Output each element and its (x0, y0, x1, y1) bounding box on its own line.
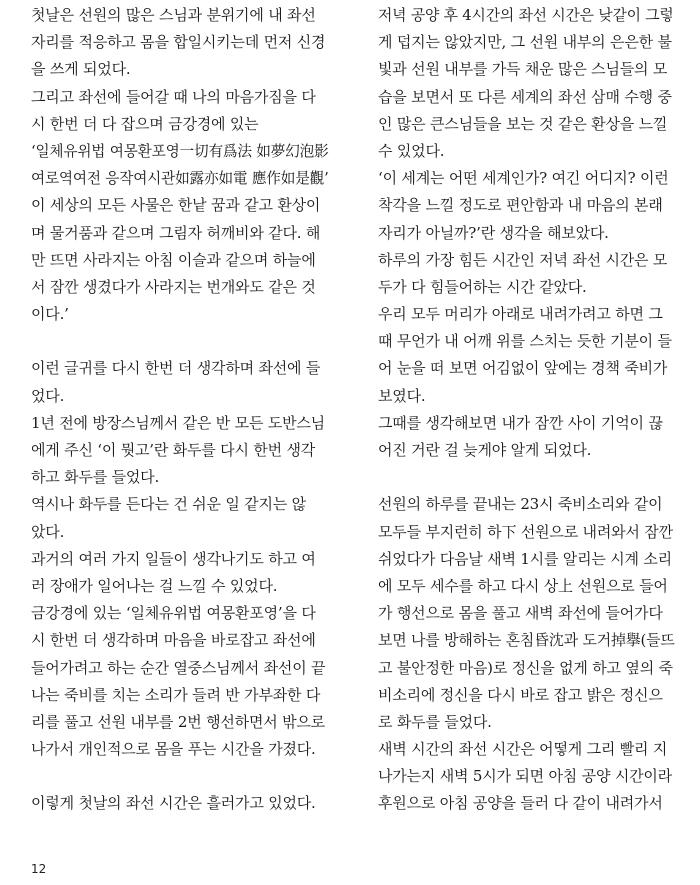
text-line: 비소리에 정신을 다시 바로 잡고 밝은 정신으 (378, 685, 663, 704)
text-line: 그리고 좌선에 들어갈 때 나의 마음가짐을 다 (31, 87, 316, 106)
text-line: 게 덥지는 않았지만, 그 선원 내부의 은은한 불 (378, 33, 672, 52)
text-line: 자리가 아닐까?’란 생각을 해보았다. (378, 223, 609, 242)
text-line: 을 쓰게 되었다. (31, 60, 131, 79)
text-line: 우리 모두 머리가 아래로 내려가려고 하면 그 (378, 305, 663, 324)
text-line: 았다. (31, 522, 65, 541)
text-line: 두가 다 힘들어하는 시간 같았다. (378, 277, 587, 296)
text-line: 시 한번 더 생각하며 마음을 바로잡고 좌선에 (31, 631, 316, 650)
text-line: 착각을 느낄 정도로 편안함과 내 마음의 본래 (378, 196, 663, 215)
text-line: 나가서 개인적으로 몸을 푸는 시간을 가졌다. (31, 740, 316, 759)
text-line: 선원의 하루를 끝내는 23시 죽비소리와 같이 (378, 495, 663, 514)
text-line: 때 무언가 내 어깨 위를 스치는 듯한 기분이 들 (378, 332, 672, 351)
text-line: 그때를 생각해보면 내가 잠깐 사이 기억이 끊 (378, 413, 663, 432)
text-line: 자리를 적응하고 몸을 합일시키는데 먼저 신경 (31, 33, 326, 52)
text-line: 이 세상의 모든 사물은 한낱 꿈과 같고 환상이 (31, 196, 321, 215)
text-line: 이다.’ (31, 305, 69, 324)
text-line: 며 물거품과 같으며 그림자 허깨비와 같다. 해 (31, 223, 321, 242)
text-line: 에게 주신 ‘이 뭣고’란 화두를 다시 한번 생각 (31, 441, 316, 459)
text-line: 빛과 선원 내부를 가득 채운 많은 스님들의 모 (378, 60, 668, 79)
text-line: 습을 보면서 또 다른 세계의 좌선 삼매 수행 중 (378, 87, 672, 106)
text-line: ‘이 세계는 어떤 세계인가? 여긴 어디지? 이런 (378, 169, 669, 188)
text-line: 인 많은 큰스님들을 보는 것 같은 환상을 느낄 (378, 114, 668, 133)
text-line: 이렇게 첫날의 좌선 시간은 흘러가고 있었다. (31, 794, 316, 813)
text-line: 첫날은 선원의 많은 스님과 분위기에 내 좌선 (31, 6, 316, 24)
text-line: 1년 전에 방장스님께서 같은 반 모든 도반스님 (31, 413, 325, 432)
text-line: ‘일체유위법 여몽환포영一切有爲法 如夢幻泡影 (31, 141, 329, 160)
text-line: 역시나 화두를 든다는 건 쉬운 일 같지는 않 (31, 495, 306, 514)
text-line: 과거의 여러 가지 일들이 생각나기도 하고 여 (31, 549, 316, 568)
text-line: 서 잠깐 생겼다가 사라지는 번개와도 같은 것 (31, 277, 316, 296)
text-line: 후원으로 아침 공양을 들러 다 같이 내려가서 (378, 794, 663, 813)
text-line (31, 328, 329, 355)
text-line: 에 모두 세수를 하고 다시 상上 선원으로 들어 (378, 576, 668, 595)
text-line: 고 불안정한 마음)로 정신을 없게 하고 옆의 죽 (378, 658, 673, 677)
text-line: 수 있었다. (378, 141, 445, 160)
text-line: 금강경에 있는 ‘일체유위법 여몽환포영’을 다 (31, 604, 316, 623)
right-text-column (378, 2, 674, 818)
left-text-column (31, 2, 329, 818)
text-line (31, 763, 329, 790)
text-line: 저녁 공양 후 4시간의 좌선 시간은 낮같이 그렇 (378, 6, 674, 24)
text-line: 가 행선으로 몸을 풀고 새벽 좌선에 들어가다 (378, 604, 663, 623)
text-line: 모두들 부지런히 하下 선원으로 내려와서 잠깐 (378, 522, 673, 541)
text-line: 보면 나를 방해하는 혼침昏沈과 도거掉擧(들뜨 (378, 631, 675, 650)
page-number: 12 (31, 862, 47, 876)
text-line: 러 장애가 일어나는 걸 느낄 수 있었다. (31, 576, 278, 595)
text-line: 로 화두를 들었다. (378, 712, 492, 731)
text-line: 보였다. (378, 386, 426, 405)
text-line: 들어가려고 하는 순간 열중스님께서 좌선이 끝 (31, 658, 326, 677)
text-line: 시 한번 더 다 잡으며 금강경에 있는 (31, 114, 259, 133)
text-line: 새벽 시간의 좌선 시간은 어떻게 그리 빨리 지 (378, 740, 668, 759)
text-line: 만 뜨면 사라지는 아침 이슬과 같으며 하늘에 (31, 250, 316, 269)
text-line: 어진 거란 걸 늦게야 알게 되었다. (378, 441, 592, 459)
text-line: 리를 풀고 선원 내부를 2번 행선하면서 밖으로 (31, 712, 325, 731)
text-line: 쉬었다가 다음날 새벽 1시를 알리는 시계 소리 (378, 549, 672, 568)
text-line: 하루의 가장 힘든 시간인 저녁 좌선 시간은 모 (378, 250, 668, 269)
text-line: 었다. (31, 386, 65, 405)
text-line: 나는 죽비를 치는 소리가 들려 반 가부좌한 다 (31, 685, 321, 704)
text-line (378, 464, 674, 491)
text-line: 이런 글귀를 다시 한번 더 생각하며 좌선에 들 (31, 359, 321, 378)
text-line: 어 눈을 떠 보면 어김없이 앞에는 경책 죽비가 (378, 359, 668, 378)
text-line: 하고 화두를 들었다. (31, 468, 160, 487)
text-line: 나가는지 새벽 5시가 되면 아침 공양 시간이라 (378, 767, 672, 786)
text-line: 여로역여전 응작여시관如露亦如電 應作如是觀’ (31, 169, 329, 188)
